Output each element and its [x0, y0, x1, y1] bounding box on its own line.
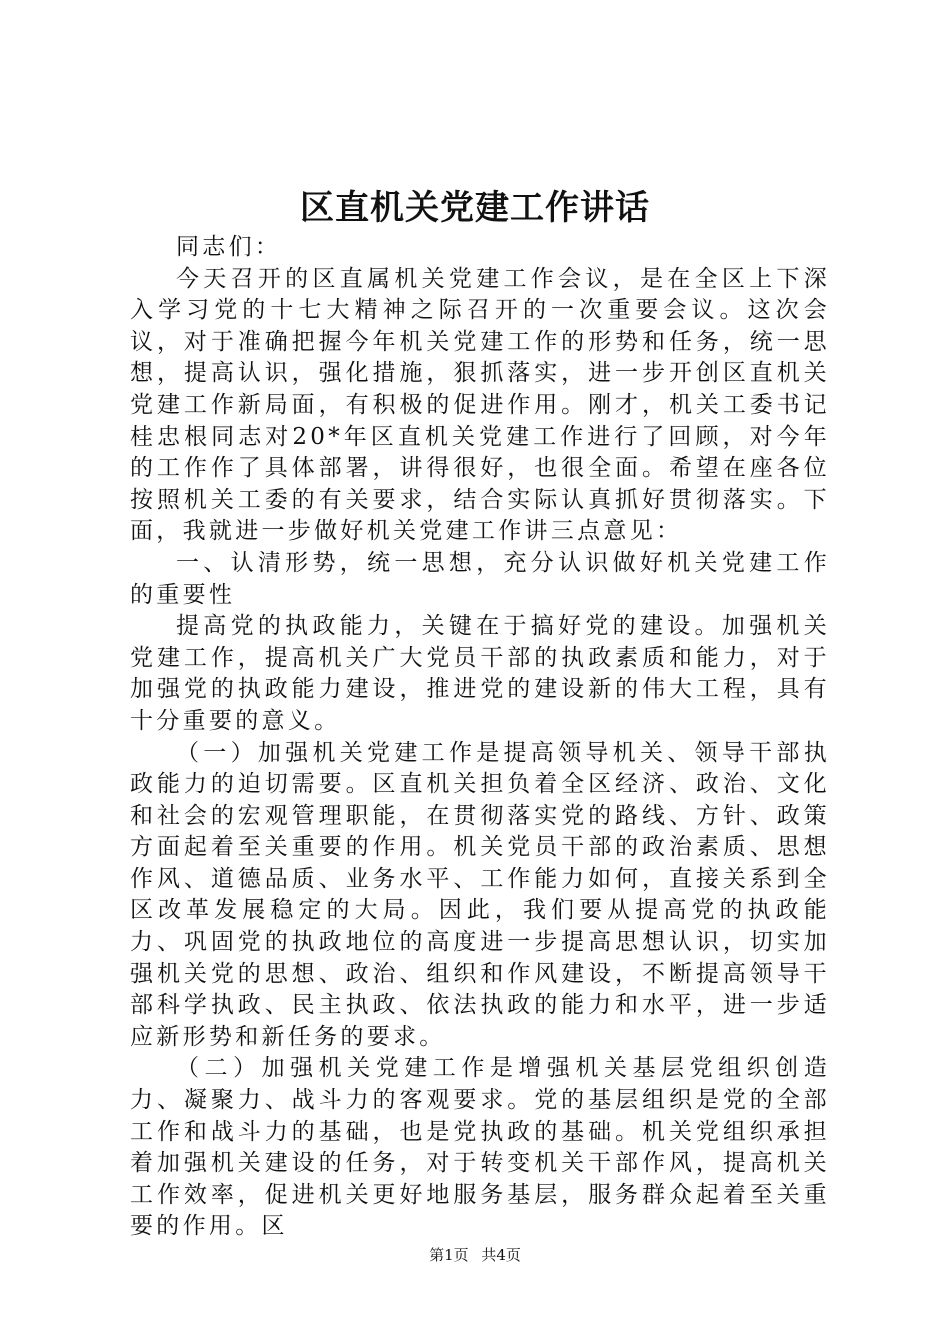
- page-total: 共4页: [481, 1246, 521, 1264]
- intro-paragraph: 今天召开的区直属机关党建工作会议，是在全区上下深入学习党的十七大精神之际召开的一次重要会议。这次会议，对于准确把握今年机关党建工作的形势和任务，统一思想，提高认识，强化措施，狠抓落实，进一步开创区直机关党建工作新局面，有积极的促进作用。刚才，机关工委书记桂忠根同志对20*年区直机关党建工作进行了回顾，对今年的工作作了具体部署，讲得很好，也很全面。希望在座各位按照机关工委的有关要求，结合实际认真抓好贯彻落实。下面，我就进一步做好机关党建工作讲三点意见：: [130, 265, 830, 545]
- salutation-paragraph: 同志们：: [176, 234, 282, 260]
- body-paragraph: 提高党的执政能力，关键在于搞好党的建设。加强机关党建工作，提高机关广大党员干部的执政素质和能力，对于加强党的执政能力建设，推进党的建设新的伟大工程，具有十分重要的意义。: [130, 613, 830, 734]
- page-footer: [0, 1244, 950, 1265]
- body-paragraph: （二）加强机关党建工作是增强机关基层党组织创造力、凝聚力、战斗力的客观要求。党的基层组织是党的全部工作和战斗力的基础，也是党执政的基础。机关党组织承担着加强机关建设的任务，对于转变机关干部作风，提高机关工作效率，促进机关更好地服务基层，服务群众起着至关重要的作用。区: [130, 1055, 830, 1240]
- document-title: 区直机关党建工作讲话: [300, 188, 650, 228]
- page-number: 第1页: [429, 1246, 469, 1264]
- body-paragraph: （一）加强机关党建工作是提高领导机关、领导干部执政能力的迫切需要。区直机关担负着全区经济、政治、文化和社会的宏观管理职能，在贯彻落实党的路线、方针、政策方面起着至关重要的作用。机关党员干部的政治素质、思想作风、道德品质、业务水平、工作能力如何，直接关系到全区改革发展稳定的大局。因此，我们要从提高党的执政能力、巩固党的执政地位的高度进一步提高思想认识，切实加强机关党的思想、政治、组织和作风建设，不断提高领导干部科学执政、民主执政、依法执政的能力和水平，进一步适应新形势和新任务的要求。: [130, 739, 830, 1050]
- section-heading-1: 一、认清形势，统一思想，充分认识做好机关党建工作的重要性: [130, 549, 830, 608]
- document-body: [130, 232, 830, 1243]
